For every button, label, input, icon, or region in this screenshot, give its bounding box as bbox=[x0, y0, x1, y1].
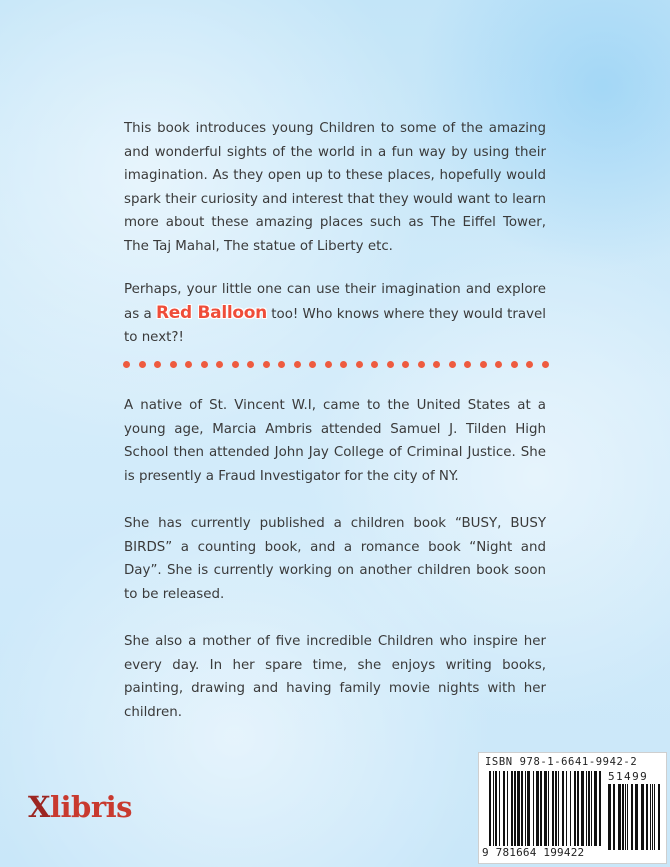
divider-dot bbox=[449, 361, 456, 368]
divider-dot bbox=[418, 361, 425, 368]
price-barcode-bars bbox=[608, 784, 660, 850]
price-code: 51499 bbox=[608, 770, 649, 783]
divider-dot bbox=[526, 361, 533, 368]
divider-dot bbox=[480, 361, 487, 368]
divider-dot bbox=[511, 361, 518, 368]
publisher-logo bbox=[28, 790, 132, 824]
red-balloon-title: Red Balloon bbox=[155, 302, 267, 323]
dotted-divider bbox=[123, 361, 549, 373]
divider-dot bbox=[232, 361, 239, 368]
barcode-bars bbox=[489, 771, 601, 846]
description-text: Perhaps, your little one can use their imagination and explore as a bbox=[124, 282, 546, 322]
divider-dot bbox=[123, 361, 130, 368]
book-description bbox=[124, 117, 546, 350]
divider-dot bbox=[294, 361, 301, 368]
barcode-digits: 9 781664 199422 bbox=[482, 846, 585, 859]
divider-dot bbox=[216, 361, 223, 368]
logo-text: libris bbox=[50, 790, 132, 824]
description-text: too! Who knows where they would travel to next?! bbox=[124, 306, 546, 345]
bio-paragraph: A native of St. Vincent W.I, came to the United States at a young age, Marcia Ambris attended Samuel J. Tilden High School then attended John Jay College of Criminal Justice. She is presently a Fraud Investigator for the city of NY. bbox=[124, 398, 546, 484]
isbn-barcode bbox=[478, 752, 667, 864]
divider-dot bbox=[356, 361, 363, 368]
barcode-bar bbox=[599, 771, 601, 846]
divider-dot bbox=[139, 361, 146, 368]
divider-dot bbox=[278, 361, 285, 368]
divider-dot bbox=[402, 361, 409, 368]
barcode-bar bbox=[658, 784, 660, 850]
isbn-label: ISBN 978-1-6641-9942-2 bbox=[485, 756, 638, 768]
divider-dot bbox=[371, 361, 378, 368]
divider-dot bbox=[387, 361, 394, 368]
bio-paragraph: She has currently published a children book “BUSY, BUSY BIRDS” a counting book, and a romance book “Night and Day”. She is currently working on another children book soon to be released. bbox=[124, 516, 546, 602]
divider-dot bbox=[433, 361, 440, 368]
divider-dot bbox=[340, 361, 347, 368]
divider-dot bbox=[309, 361, 316, 368]
divider-dot bbox=[464, 361, 471, 368]
divider-dot bbox=[170, 361, 177, 368]
bio-paragraph: She also a mother of five incredible Children who inspire her every day. In her spare time, she enjoys writing books, painting, drawing and having family movie nights with her children. bbox=[124, 634, 546, 720]
divider-dot bbox=[185, 361, 192, 368]
logo-letter: X bbox=[28, 790, 51, 824]
description-paragraph bbox=[124, 278, 546, 350]
divider-dot bbox=[247, 361, 254, 368]
divider-dot bbox=[263, 361, 270, 368]
divider-dot bbox=[325, 361, 332, 368]
divider-dot bbox=[201, 361, 208, 368]
divider-dot bbox=[542, 361, 549, 368]
author-bio bbox=[124, 394, 546, 724]
divider-dot bbox=[495, 361, 502, 368]
divider-dot bbox=[154, 361, 161, 368]
description-paragraph: This book introduces young Children to some of the amazing and wonderful sights of the world in a fun way by using their imagination. As they open up to these places, hopefully would spark their curiosity and interest that they would want to learn more about these amazing places such as The Eiffel Tower, The Taj Mahal, The statue of Liberty etc. bbox=[124, 121, 546, 254]
